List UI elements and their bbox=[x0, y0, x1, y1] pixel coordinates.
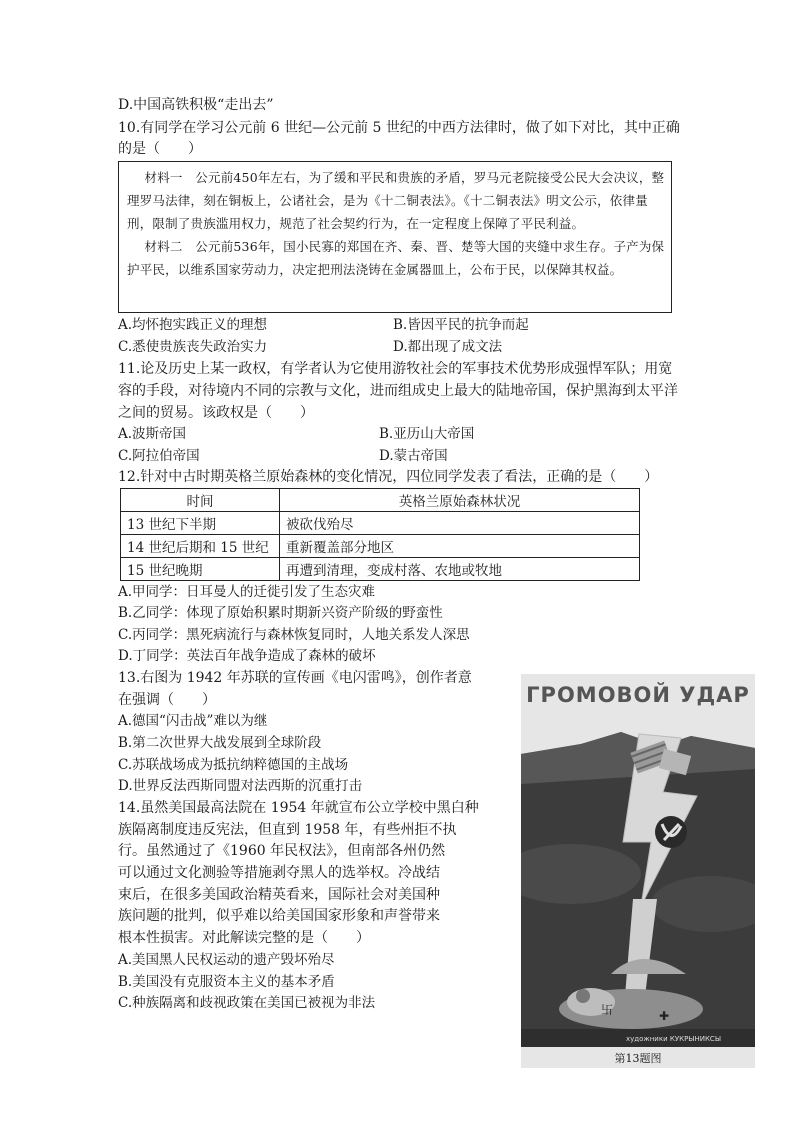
q10-material-box bbox=[118, 161, 672, 313]
q13-option-b: B.第二次世界大战发展到全球阶段 bbox=[118, 735, 322, 751]
table-cell: 被砍伐殆尽 bbox=[280, 512, 640, 535]
table-header-row bbox=[121, 489, 640, 512]
table-cell: 14 世纪后期和 15 世纪 bbox=[121, 535, 280, 558]
q14-option-b: B.美国没有克服资本主义的基本矛盾 bbox=[118, 974, 335, 990]
q13-stem-line1: 13.右图为 1942 年苏联的宣传画《电闪雷鸣》，创作者意 bbox=[118, 670, 472, 686]
table-header-time: 时间 bbox=[121, 489, 280, 512]
q14-stem-line7: 根本性损害。对此解读完整的是（ ） bbox=[118, 930, 370, 946]
q13-option-d: D.世界反法西斯同盟对法西斯的沉重打击 bbox=[118, 778, 363, 794]
table-cell: 再遭到清理，变成村落、农地或牧地 bbox=[280, 558, 640, 581]
q11-stem-line3: 之间的贸易。该政权是（ ） bbox=[118, 405, 314, 421]
q10-option-d: D.都出现了成文法 bbox=[393, 339, 503, 355]
q11-option-c: C.阿拉伯帝国 bbox=[118, 448, 200, 464]
q12-option-b: B.乙同学：体现了原始积累时期新兴资产阶级的野蛮性 bbox=[118, 605, 443, 621]
q10-option-a: A.均怀抱实践正义的理想 bbox=[118, 317, 268, 333]
q11-option-d: D.蒙古帝国 bbox=[379, 448, 448, 464]
table-header-forest: 英格兰原始森林状况 bbox=[280, 489, 640, 512]
q10-option-c: C.悉使贵族丧失政治实力 bbox=[118, 339, 268, 355]
q12-option-c: C.丙同学：黑死病流行与森林恢复同时，人地关系发人深思 bbox=[118, 627, 470, 643]
q12-option-a: A.甲同学：日耳曼人的迁徙引发了生态灾难 bbox=[118, 584, 376, 600]
q14-stem-line3: 行。虽然通过了《1960 年民权法》，但南部各州仍然 bbox=[118, 843, 446, 859]
table-row bbox=[121, 535, 640, 558]
table-cell: 15 世纪晚期 bbox=[121, 558, 280, 581]
q13-stem-line2: 在强调（ ） bbox=[118, 692, 216, 708]
q10-stem-line1: 10.有同学在学习公元前 6 世纪—公元前 5 世纪的中西方法律时，做了如下对比，其中正确 bbox=[118, 120, 680, 136]
table-row bbox=[121, 512, 640, 535]
q12-table bbox=[120, 488, 640, 581]
q13-option-c: C.苏联战场成为抵抗纳粹德国的主战场 bbox=[118, 757, 349, 773]
q11-stem-line2: 容的手段，对待境内不同的宗教与文化，进而组成史上最大的陆地帝国，保护黑海到太平洋 bbox=[118, 383, 678, 399]
poster-signature: художники КУКРЫНИКСЫ bbox=[626, 1035, 721, 1043]
svg-text:✚: ✚ bbox=[659, 1009, 670, 1023]
q10-material-2: 材料二 公元前536年，国小民寡的郑国在齐、秦、晋、楚等大国的夹缝中求生存。子产为保护平民，以维系国家劳动力，决定把刑法浇铸在金属器皿上，公布于民，以保障其权益。 bbox=[127, 239, 665, 277]
q14-stem-line4: 可以通过文化测验等措施剥夺黑人的选举权。冷战结 bbox=[118, 865, 440, 881]
q13-option-a: A.德国“闪击战”难以为继 bbox=[118, 713, 268, 729]
q14-stem-line6: 族问题的批判，似乎难以给美国国家形象和声誉带来 bbox=[118, 908, 440, 924]
q14-option-a: A.美国黑人民权运动的遗产毁坏殆尽 bbox=[118, 952, 335, 968]
q12-option-d: D.丁同学：英法百年战争造成了森林的破坏 bbox=[118, 648, 376, 664]
q9-option-d: D.中国高铁积极“走出去” bbox=[118, 97, 274, 113]
q14-stem-line1: 14.虽然美国最高法院在 1954 年就宣布公立学校中黑白种 bbox=[118, 800, 479, 816]
table-cell: 13 世纪下半期 bbox=[121, 512, 280, 535]
q10-stem-line2: 的是（ ） bbox=[118, 141, 202, 157]
svg-text:卐: 卐 bbox=[601, 1003, 614, 1017]
q14-option-c: C.种族隔离和歧视政策在美国已被视为非法 bbox=[118, 995, 376, 1011]
q14-stem-line2: 族隔离制度违反宪法，但直到 1958 年，有些州拒不执 bbox=[118, 822, 457, 838]
table-row bbox=[121, 558, 640, 581]
poster-title: ГРОМОВОЙ УДАР bbox=[526, 683, 750, 707]
q14-stem-line5: 束后，在很多美国政治精英看来，国际社会对美国种 bbox=[118, 887, 440, 903]
table-cell: 重新覆盖部分地区 bbox=[280, 535, 640, 558]
q13-poster-figure bbox=[521, 674, 755, 1068]
q11-option-b: B.亚历山大帝国 bbox=[379, 426, 475, 442]
q10-material-1: 材料一 公元前450年左右，为了缓和平民和贵族的矛盾，罗马元老院接受公民大会决议，整理罗马法律，刻在铜板上，公诸社会，是为《十二铜表法》。《十二铜表法》明文公示，依律量刑，限制了贵族滥用权力，规范了社会契约行为，在一定程度上保障了平民利益。 bbox=[127, 170, 665, 231]
q11-stem-line1: 11.论及历史上某一政权，有学者认为它使用游牧社会的军事技术优势形成强悍军队；用宽 bbox=[118, 361, 673, 377]
poster-caption: 第13题图 bbox=[614, 1052, 662, 1065]
q10-option-b: B.皆因平民的抗争而起 bbox=[393, 317, 529, 333]
poster-illustration bbox=[521, 674, 755, 1068]
q11-option-a: A.波斯帝国 bbox=[118, 426, 187, 442]
q12-stem: 12.针对中古时期英格兰原始森林的变化情况，四位同学发表了看法，正确的是（ ） bbox=[118, 469, 659, 485]
